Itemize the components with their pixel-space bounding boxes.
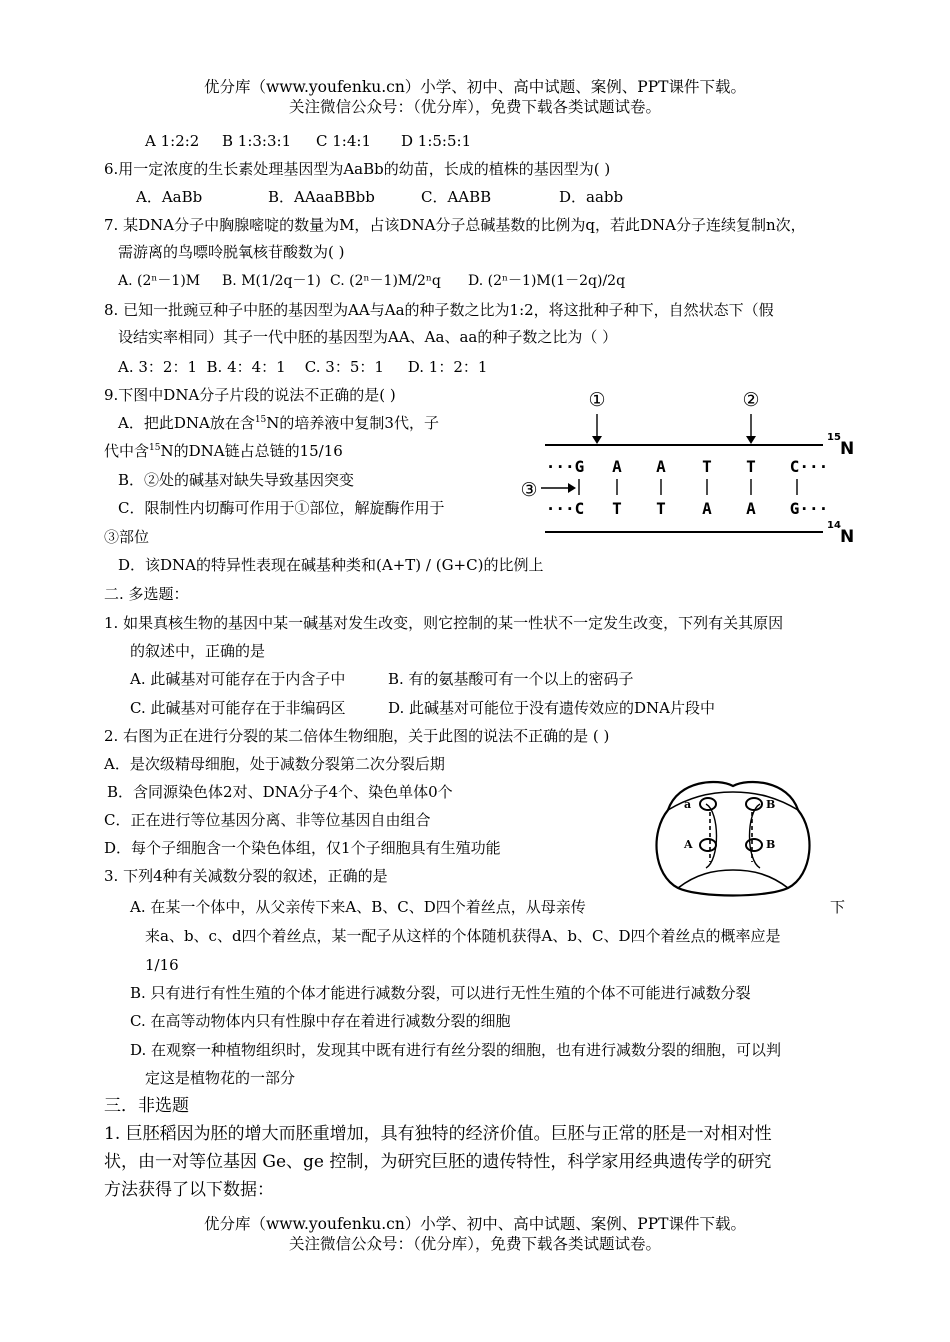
q7-stem-line-1: 7. 某DNA分子中胸腺嘧啶的数量为M，占该DNA分子总碱基数的比例为q，若此DNA分子连续复制n次， [104, 216, 806, 234]
s3-q1-line-2: 状，由一对等位基因 Ge、ge 控制，为研究巨胚的遗传特性，科学家用经典遗传学的研究 [104, 1152, 772, 1172]
q9-option-a-line-2 [104, 441, 343, 461]
q7-option-c: C. (2ⁿ－1)M/2ⁿq [330, 273, 441, 289]
s2-q2-option-b: B．含同源染色体2对、DNA分子4个、染色单体0个 [107, 783, 453, 801]
q9-a1-sup: 15 [254, 415, 267, 425]
s3-q1-line-1: 1. 巨胚稻因为胚的增大而胚重增加，具有独特的经济价值。巨胚与正常的胚是一对相对性 [104, 1124, 772, 1144]
q9-option-c-line-2: ③部位 [104, 528, 150, 546]
marker-1: ① [588, 389, 606, 411]
q5-option-a: A 1:2:2 [145, 132, 200, 150]
bottom-base-1: ···C [545, 499, 585, 518]
header-line-2: 关注微信公众号：（优分库），免费下载各类试题试卷。 [288, 98, 661, 116]
s2-q3-stem: 3. 下列4种有关减数分裂的叙述，正确的是 [104, 867, 388, 885]
cell-outline [657, 782, 810, 896]
q8-stem-line-2: 设结实率相同）其子一代中胚的基因型为AA、Aa、aa的种子数之比为（ ） [118, 328, 618, 346]
bottom-base-5: A [746, 499, 756, 518]
q9-a1-pre: A．把此DNA放在含 [118, 414, 255, 432]
s2-q1-stem-line-1: 1. 如果真核生物的基因中某一碱基对发生改变，则它控制的某一性状不一定发生改变，下列有关其原因 [104, 614, 784, 632]
spindle-fiber-right [750, 804, 761, 868]
q9-a1-post: N的培养液中复制3代，子 [266, 414, 439, 432]
s2-q1-option-c: C. 此碱基对可能存在于非编码区 [130, 699, 346, 717]
bottom-base-2: T [612, 499, 622, 518]
footer-line-2: 关注微信公众号：（优分库），免费下载各类试题试卷。 [288, 1235, 661, 1253]
top-base-6: C··· [789, 457, 829, 476]
arrow-2-head [746, 436, 756, 444]
chromosome-top-left [700, 798, 716, 810]
bottom-base-6: G··· [789, 499, 829, 518]
spindle-fiber-left [706, 804, 717, 868]
q6-option-b: B．AAaaBBbb [268, 188, 375, 206]
q6-stem: 6.用一定浓度的生长素处理基因型为AaBb的幼苗，长成的植株的基因型为( ) [104, 160, 611, 178]
dividing-cell-figure [648, 770, 818, 898]
q9-option-b: B．②处的碱基对缺失导致基因突变 [118, 471, 355, 489]
q9-a2-pre: 代中含 [104, 442, 150, 460]
s2-q1-stem-line-2: 的叙述中，正确的是 [130, 642, 266, 660]
s2-q1-option-b: B. 有的氨基酸可有一个以上的密码子 [388, 670, 634, 688]
marker-2: ② [742, 389, 760, 411]
marker-3: ③ [520, 479, 538, 501]
s2-q3-option-c: C. 在高等动物体内只有性腺中存在着进行减数分裂的细胞 [130, 1012, 511, 1030]
footer-line-1: 优分库（www.youfenku.cn）小学、初中、高中试题、案例、PPT课件下载。 [203, 1215, 747, 1233]
s2-q2-stem: 2. 右图为正在进行分裂的某二倍体生物细胞，关于此图的说法不正确的是 ( ) [104, 727, 610, 745]
section-3-title: 三．非选题 [104, 1096, 189, 1116]
q7-option-b: B. M(1/2q－1) [222, 273, 321, 289]
header-line-1: 优分库（www.youfenku.cn）小学、初中、高中试题、案例、PPT课件下载。 [203, 78, 747, 96]
bottom-isotope-number: 14 [827, 520, 841, 531]
q6-option-c: C．AABB [421, 188, 492, 206]
s2-q3-option-a-line-1: A. 在某一个体中，从父亲传下来A、B、C、D四个着丝点，从母亲传 [130, 898, 586, 916]
q9-a2-sup: 15 [149, 443, 161, 453]
q6-option-d: D．aabb [559, 188, 624, 206]
arrow-1-head [592, 436, 602, 444]
top-isotope-number: 15 [827, 432, 841, 443]
gene-label-b-bottom: B [766, 838, 776, 851]
dna-fragment-figure [505, 382, 865, 547]
q8-stem-line-1: 8. 已知一批豌豆种子中胚的基因型为AA与Aa的种子数之比为1:2，将这批种子种下，自然状态下（假 [104, 301, 774, 319]
top-base-5: T [746, 457, 756, 476]
section-2-title: 二. 多选题： [104, 585, 189, 603]
q9-option-a-line-1 [118, 413, 439, 433]
chromosome-bottom-right [746, 839, 762, 851]
bottom-base-3: T [656, 499, 666, 518]
top-base-4: T [702, 457, 712, 476]
s2-q3-option-a-line-3: 1/16 [145, 956, 179, 974]
arrow-3-head [568, 483, 576, 493]
q7-option-d: D. (2ⁿ－1)M(1－2q)/2q [468, 273, 626, 289]
top-base-2: A [612, 457, 622, 476]
gene-label-b-top: B [766, 798, 776, 811]
q6-option-a: A．AaBb [136, 188, 203, 206]
q7-stem-line-2: 需游离的鸟嘌呤脱氧核苷酸数为( ) [118, 243, 345, 261]
q5-option-b: B 1:3:3:1 [222, 132, 292, 150]
gene-label-a-upper: A [684, 838, 693, 851]
s2-q3-option-a-line-1-end: 下 [830, 898, 846, 916]
q5-option-d: D 1:5:5:1 [401, 132, 472, 150]
q8-options: A. 3：2：1 B. 4：4：1 C. 3：5：1 D. 1：2：1 [118, 358, 488, 376]
s2-q1-option-a: A. 此碱基对可能存在于内含子中 [130, 670, 346, 688]
s2-q1-option-d: D. 此碱基对可能位于没有遗传效应的DNA片段中 [388, 699, 716, 717]
gene-label-a: a [684, 798, 692, 811]
top-base-1: ···G [545, 457, 585, 476]
spindle-bottom [678, 870, 788, 888]
chromosome-bottom-left [700, 839, 716, 851]
q9-a2-post: N的DNA链占总链的15/16 [160, 442, 343, 460]
s2-q3-option-b: B. 只有进行有性生殖的个体才能进行减数分裂，可以进行无性生殖的个体不可能进行减数分裂 [130, 984, 751, 1002]
s2-q2-option-d: D．每个子细胞含一个染色体组，仅1个子细胞具有生殖功能 [104, 839, 501, 857]
q9-stem: 9.下图中DNA分子片段的说法不正确的是( ) [104, 386, 396, 404]
top-isotope-label: N [840, 439, 855, 459]
s2-q2-option-c: C．正在进行等位基因分离、非等位基因自由组合 [104, 811, 431, 829]
q5-option-c: C 1:4:1 [316, 132, 371, 150]
top-base-3: A [656, 457, 666, 476]
q9-option-d: D．该DNA的特异性表现在碱基种类和(A+T) / (G+C)的比例上 [118, 556, 544, 574]
s2-q2-option-a: A．是次级精母细胞，处于减数分裂第二次分裂后期 [104, 755, 445, 773]
bottom-isotope-label: N [840, 527, 855, 547]
s2-q3-option-d-line-1: D. 在观察一种植物组织时，发现其中既有进行有丝分裂的细胞，也有进行减数分裂的细胞，可以判 [130, 1041, 782, 1059]
s2-q3-option-d-line-2: 定这是植物花的一部分 [145, 1069, 296, 1087]
q9-option-c-line-1: C．限制性内切酶可作用于①部位，解旋酶作用于 [118, 499, 445, 517]
s2-q3-option-a-line-2: 来a、b、c、d四个着丝点，某一配子从这样的个体随机获得A、b、C、D四个着丝点的概率应是 [145, 927, 781, 945]
q7-option-a: A. (2ⁿ－1)M [118, 273, 201, 289]
bottom-base-4: A [702, 499, 712, 518]
s3-q1-line-3: 方法获得了以下数据： [104, 1180, 274, 1200]
